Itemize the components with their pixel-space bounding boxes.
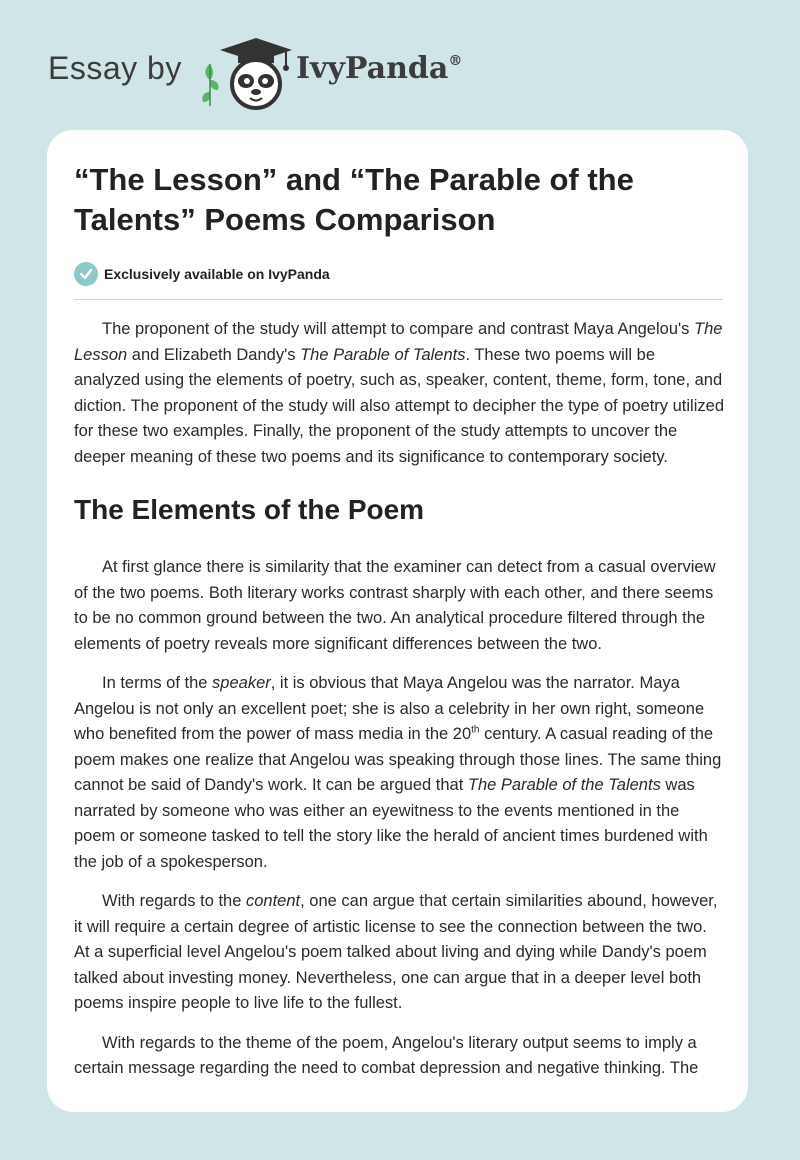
leaf-icon [202, 64, 218, 106]
section-heading: The Elements of the Poem [74, 494, 425, 525]
exclusive-label: Exclusively available on IvyPanda [104, 266, 330, 282]
divider [74, 299, 723, 300]
exclusive-badge [74, 262, 724, 286]
paragraph-intro: The proponent of the study will attempt to compare and contrast Maya Angelou's The Lesson and Elizabeth Dandy's The Parable of Talents. These two poems will be analyzed using the elements of poetry, such as, speaker, content, theme, form, tone, and diction. The proponent of the study will also attempt to decipher the type of poetry utilized for these two examples. Finally, the proponent of the study attempts to uncover the deeper meaning of these two poems and its significance to contemporary society. [74, 320, 724, 466]
article-content [74, 160, 724, 1082]
paragraph-speaker: In terms of the speaker, it is obvious that Maya Angelou was the narrator. Maya Angelou is not only an excellent poet; she is also a celebrity in her own right, someone who benefited from the power of mass media in the 20th century. A casual reading of the poem makes one realize that Angelou was speaking through those lines. The same thing cannot be said of Dandy's work. It can be argued that The Parable of the Talents was narrated by someone who was either an eyewitness to the events mentioned in the poem or someone tasked to tell the story like the herald of ancient times burdened with the job of a spokesperson. [74, 674, 722, 871]
panda-logo-icon[interactable] [200, 36, 296, 112]
article-card [47, 130, 748, 1112]
checkmark-icon [74, 262, 98, 286]
paragraph-overview: At first glance there is similarity that the examiner can detect from a casual overview of the two poems. Both literary works contrast sharply with each other, and there seems to be no common ground between the two. An analytical procedure filtered through the elements of poetry reveals more significant differences between the two. [74, 558, 716, 653]
article-title: “The Lesson” and “The Parable of the Talents” Poems Comparison [74, 162, 634, 237]
brand-name[interactable]: IvyPanda® [296, 51, 463, 86]
site-header [0, 0, 800, 120]
paragraph-content: With regards to the content, one can argue that certain similarities abound, however, it will require a certain degree of artistic license to see the connection between the two. At a superficial level Angelou's poem talked about living and dying while Dandy's poem talked about investing money. Nevertheless, one can argue that in a deeper level both poems inspire people to live life to the fullest. [74, 892, 718, 1012]
registered-mark: ® [448, 53, 463, 69]
paragraph-theme: With regards to the theme of the poem, Angelou's literary output seems to imply a certain message regarding the need to combat depression and negative thinking. The [74, 1033, 699, 1077]
essay-by-label: Essay by [48, 50, 182, 86]
